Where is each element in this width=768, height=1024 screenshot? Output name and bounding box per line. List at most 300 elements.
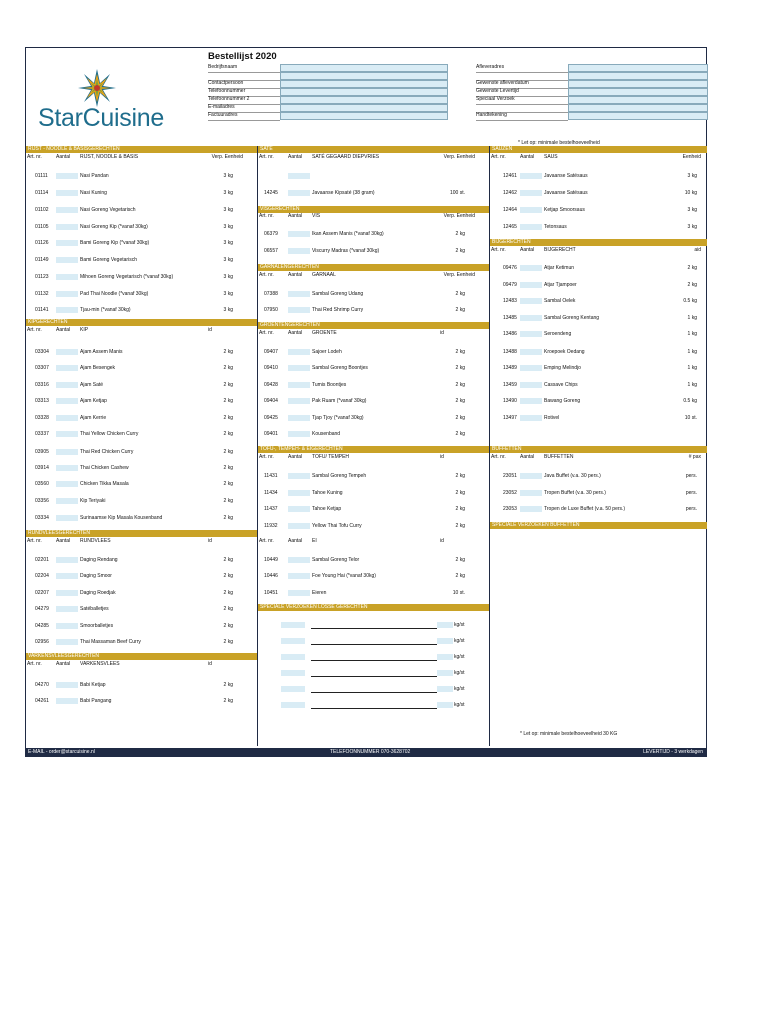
item-unit: 3 kg: [223, 257, 233, 263]
item-row: [26, 273, 257, 281]
form-row: [208, 104, 708, 112]
item-name: Thai Red Chicken Curry: [80, 449, 134, 455]
item-unit: 2 kg: [455, 307, 465, 313]
item-row: [26, 572, 257, 580]
header-unit: id: [440, 330, 444, 336]
item-name: Tumis Boontjes: [312, 382, 347, 388]
form-input[interactable]: [280, 80, 448, 88]
quantity-input[interactable]: [56, 207, 78, 213]
request-quantity[interactable]: [281, 702, 305, 708]
quantity-input[interactable]: [56, 481, 78, 487]
item-row: [258, 414, 489, 422]
section-title-groente: GROENTENGERECHTEN: [258, 322, 489, 329]
header-aantal: Aantal: [520, 454, 535, 460]
item-row: [26, 206, 257, 214]
item-row: [490, 297, 707, 305]
quantity-input[interactable]: [288, 590, 310, 596]
form-row: [208, 88, 708, 96]
item-code: 02207: [35, 590, 49, 596]
item-code: 03914: [35, 465, 49, 471]
header-unit: id: [440, 454, 444, 460]
item-row: [490, 397, 707, 405]
form-input[interactable]: [280, 88, 448, 96]
item-row: [26, 681, 257, 689]
item-code: 04261: [35, 698, 49, 704]
footer-email[interactable]: E-MAIL - order@starcuisine.nl: [28, 749, 95, 755]
quantity-input[interactable]: [288, 365, 310, 371]
footer-levertijd: LEVERTIJD - 3 werkdagen: [643, 749, 703, 755]
item-unit: 3 kg: [687, 173, 697, 179]
quantity-input[interactable]: [288, 307, 310, 313]
quantity-input[interactable]: [56, 606, 78, 612]
quantity-input[interactable]: [56, 274, 78, 280]
quantity-input[interactable]: [56, 257, 78, 263]
request-amount[interactable]: [437, 702, 453, 708]
header-artnr: Art. nr.: [27, 154, 42, 160]
request-quantity[interactable]: [281, 670, 305, 676]
column-header-varken: [26, 661, 257, 668]
item-name: Pad Thai Noodle (*vanaf 30kg): [80, 291, 149, 297]
item-name: Sambal Goreng Kentang: [544, 315, 600, 321]
item-unit: 2 kg: [223, 431, 233, 437]
column-header-ei: [258, 538, 489, 545]
item-code: 12464: [503, 207, 517, 213]
section-title-specbuffet: SPECIALE VERZOEKEN BUFFETTEN: [490, 522, 707, 529]
item-code: 13488: [503, 349, 517, 355]
header-category: BIJGERECHT: [544, 247, 576, 253]
item-code: 06379: [264, 231, 278, 237]
item-row: [490, 381, 707, 389]
header-aantal: Aantal: [288, 454, 303, 460]
item-code: 09410: [264, 365, 278, 371]
header-artnr: Art. nr.: [491, 247, 506, 253]
item-row: [26, 290, 257, 298]
header-artnr: Art. nr.: [259, 454, 274, 460]
column-header-saus: [490, 154, 707, 161]
item-code: 13459: [503, 382, 517, 388]
request-amount[interactable]: [437, 686, 453, 692]
item-code: 11431: [264, 473, 278, 479]
item-name: Yellow Thai Tofu Curry: [312, 523, 362, 529]
header-category: SATÉ GEGAARD DIEPVRIES: [312, 154, 380, 160]
item-unit: 2 kg: [455, 248, 465, 254]
quantity-input[interactable]: [288, 248, 310, 254]
form-input[interactable]: [280, 112, 448, 120]
section-title-los: SPECIALE VERZOEKEN LOSSE GERECHTEN: [258, 604, 489, 611]
header-artnr: Art. nr.: [27, 538, 42, 544]
column-header-buffet: [490, 454, 707, 461]
item-row: [26, 348, 257, 356]
item-unit: 2 kg: [455, 382, 465, 388]
item-name: Javaanse Kipsaté (38 gram): [312, 190, 375, 196]
quantity-input[interactable]: [288, 523, 310, 529]
quantity-input[interactable]: [56, 291, 78, 297]
quantity-input[interactable]: [56, 698, 78, 704]
item-unit: 1 kg: [687, 315, 697, 321]
form-input[interactable]: [568, 72, 708, 80]
quantity-input[interactable]: [288, 557, 310, 563]
item-name: Ikan Assem Manis (*vanaf 30kg): [312, 231, 384, 237]
request-amount[interactable]: [437, 622, 453, 628]
quantity-input[interactable]: [288, 349, 310, 355]
item-name: Bawang Goreng: [544, 398, 581, 404]
item-name: Thai Chicken Cashew: [80, 465, 129, 471]
form-row: [208, 64, 708, 72]
item-name: Foe Young Hai (*vanaf 30kg): [312, 573, 376, 579]
section-title-saus: SAUZEN: [490, 146, 707, 153]
quantity-input[interactable]: [520, 473, 542, 479]
header-artnr: Art. nr.: [27, 327, 42, 333]
header-artnr: Art. nr.: [259, 330, 274, 336]
section-title-sate: SATÉ: [258, 146, 489, 153]
form-input[interactable]: [280, 64, 448, 72]
request-unit: kg/st: [454, 670, 465, 676]
item-name: Seroendeng: [544, 331, 572, 337]
header-unit: id: [208, 327, 212, 333]
quantity-input[interactable]: [520, 382, 542, 388]
header-aantal: Aantal: [288, 538, 303, 544]
item-name: Satéballetjes: [80, 606, 109, 612]
footer: [26, 748, 706, 757]
form-input[interactable]: [568, 64, 708, 72]
item-code: 04279: [35, 606, 49, 612]
item-name: Sambal Goreng Telor: [312, 557, 360, 563]
form-input[interactable]: [568, 112, 708, 120]
item-row: [258, 247, 489, 255]
quantity-input[interactable]: [520, 282, 542, 288]
quantity-input[interactable]: [520, 224, 542, 230]
item-row: [26, 189, 257, 197]
quantity-input[interactable]: [288, 415, 310, 421]
item-code: 12461: [503, 173, 517, 179]
quantity-input[interactable]: [56, 465, 78, 471]
item-unit: 1 kg: [687, 382, 697, 388]
column-header-bij: [490, 247, 707, 254]
item-name: Bami Goreng Kip (*vanaf 30kg): [80, 240, 150, 246]
item-unit: 0.5 kg: [683, 298, 697, 304]
item-row: [490, 364, 707, 372]
item-code: 01126: [35, 240, 49, 246]
header-unit: aid: [694, 247, 701, 253]
item-unit: 2 kg: [455, 349, 465, 355]
quantity-input[interactable]: [56, 557, 78, 563]
item-code: 07950: [264, 307, 278, 313]
column-header-vis: [258, 213, 489, 220]
quantity-input[interactable]: [56, 173, 78, 179]
item-name: Sambal Goreng Udang: [312, 291, 364, 297]
item-name: Tropen de Luxe Buffet (v.a. 50 pers.): [544, 506, 626, 512]
header-category: VIS: [312, 213, 321, 219]
item-name: Babi Pangang: [80, 698, 112, 704]
request-line[interactable]: [311, 660, 437, 661]
item-name: Tropen Buffet (v.a. 30 pers.): [544, 490, 606, 496]
quantity-input[interactable]: [520, 349, 542, 355]
item-row: [490, 414, 707, 422]
item-row: [490, 505, 707, 513]
request-line[interactable]: [311, 692, 437, 693]
request-line[interactable]: [311, 708, 437, 709]
item-unit: 2 kg: [455, 557, 465, 563]
item-row: [258, 397, 489, 405]
quantity-input[interactable]: [56, 682, 78, 688]
item-code: 03337: [35, 431, 49, 437]
quantity-input[interactable]: [56, 431, 78, 437]
quantity-input[interactable]: [520, 265, 542, 271]
item-code: 09476: [503, 265, 517, 271]
request-quantity[interactable]: [281, 622, 305, 628]
item-unit: 2 kg: [687, 282, 697, 288]
item-name: Ajam Assem Manis: [80, 349, 123, 355]
item-unit: 2 kg: [455, 523, 465, 529]
quantity-input[interactable]: [288, 506, 310, 512]
item-unit: 0.5 kg: [683, 398, 697, 404]
item-name: Sambal Goreng Tempeh: [312, 473, 367, 479]
quantity-input[interactable]: [520, 506, 542, 512]
item-name: Bami Goreng Vegetarisch: [80, 257, 137, 263]
item-code: 04285: [35, 623, 49, 629]
item-row: [490, 189, 707, 197]
item-row: [490, 348, 707, 356]
quantity-input[interactable]: [56, 639, 78, 645]
quantity-input[interactable]: [56, 382, 78, 388]
item-row: [26, 414, 257, 422]
item-code: 14245: [264, 190, 278, 196]
item-name: Tahoe Ketjap: [312, 506, 342, 512]
item-code: 09479: [503, 282, 517, 288]
item-unit: 3 kg: [223, 307, 233, 313]
item-row: [258, 230, 489, 238]
quantity-input[interactable]: [520, 365, 542, 371]
header-unit: Verp. Eenheid: [443, 154, 475, 160]
item-row: [258, 189, 489, 197]
request-quantity[interactable]: [281, 686, 305, 692]
item-row: [26, 223, 257, 231]
request-unit: kg/st: [454, 686, 465, 692]
header-unit: Eenheid: [682, 154, 701, 160]
quantity-input[interactable]: [288, 398, 310, 404]
brand-name: StarCuisine: [38, 104, 164, 132]
quantity-input[interactable]: [520, 398, 542, 404]
item-unit: 2 kg: [455, 490, 465, 496]
quantity-input[interactable]: [288, 190, 310, 196]
quantity-input[interactable]: [56, 498, 78, 504]
item-name: Viscurry Madras (*vanaf 30kg): [312, 248, 380, 254]
quantity-input[interactable]: [520, 207, 542, 213]
quantity-input[interactable]: [288, 173, 310, 179]
form-input[interactable]: [280, 104, 448, 112]
form-input[interactable]: [280, 72, 448, 80]
quantity-input[interactable]: [520, 490, 542, 496]
item-name: Sambal Goreng Boontjes: [312, 365, 368, 371]
quantity-input[interactable]: [520, 415, 542, 421]
header-aantal: Aantal: [288, 272, 303, 278]
item-unit: 3 kg: [223, 291, 233, 297]
item-row: [490, 206, 707, 214]
item-name: Javaanse Satésaus: [544, 173, 588, 179]
quantity-input[interactable]: [520, 315, 542, 321]
item-unit: 2 kg: [687, 265, 697, 271]
request-quantity[interactable]: [281, 638, 305, 644]
header-artnr: Art. nr.: [259, 154, 274, 160]
item-code: 12483: [503, 298, 517, 304]
item-unit: 2 kg: [455, 365, 465, 371]
item-row: [490, 264, 707, 272]
item-unit: 2 kg: [223, 590, 233, 596]
header-artnr: Art. nr.: [259, 213, 274, 219]
item-name: Tjap Tjoy (*vanaf 30kg): [312, 415, 364, 421]
quantity-input[interactable]: [520, 173, 542, 179]
order-sheet: [25, 47, 707, 757]
item-unit: 2 kg: [455, 473, 465, 479]
item-name: Rotivel: [544, 415, 560, 421]
quantity-input[interactable]: [288, 473, 310, 479]
quantity-input[interactable]: [288, 573, 310, 579]
item-unit: 3 kg: [687, 207, 697, 213]
request-quantity[interactable]: [281, 654, 305, 660]
item-unit: 100 st.: [449, 190, 465, 196]
item-row: [258, 522, 489, 530]
request-unit: kg/st: [454, 654, 465, 660]
request-amount[interactable]: [437, 654, 453, 660]
item-code: 23053: [503, 506, 517, 512]
item-code: 03905: [35, 449, 49, 455]
item-code: 23052: [503, 490, 517, 496]
quantity-input[interactable]: [520, 331, 542, 337]
item-code: 09404: [264, 398, 278, 404]
item-unit: 10 st.: [452, 590, 465, 596]
header-category: KIP: [80, 327, 89, 333]
form-row: [208, 96, 708, 104]
item-row: [26, 497, 257, 505]
quantity-input[interactable]: [520, 298, 542, 304]
item-code: 03334: [35, 515, 49, 521]
form-label: Contactpersoon: [208, 80, 280, 89]
item-unit: 2 kg: [455, 506, 465, 512]
form-input[interactable]: [280, 96, 448, 104]
item-unit: 2 kg: [223, 498, 233, 504]
item-unit: 2 kg: [223, 639, 233, 645]
section-title-garnaal: GARNALENGERECHTEN: [258, 264, 489, 271]
item-code: 12465: [503, 224, 517, 230]
header-unit: # pax: [688, 454, 701, 460]
column-header-kip: [26, 327, 257, 334]
quantity-input[interactable]: [56, 415, 78, 421]
item-unit: 2 kg: [455, 431, 465, 437]
item-code: 02201: [35, 557, 49, 563]
item-row: [26, 638, 257, 646]
special-request-row: [281, 685, 481, 693]
quantity-input[interactable]: [56, 365, 78, 371]
item-unit: 3 kg: [687, 224, 697, 230]
item-row: [26, 381, 257, 389]
quantity-input[interactable]: [56, 573, 78, 579]
column-header-rijst: [26, 154, 257, 161]
quantity-input[interactable]: [288, 490, 310, 496]
quantity-input[interactable]: [56, 349, 78, 355]
item-row: [490, 172, 707, 180]
item-name: Sajoer Lodeh: [312, 349, 342, 355]
quantity-input[interactable]: [288, 382, 310, 388]
column-header-sate: [258, 154, 489, 161]
item-code: 10449: [264, 557, 278, 563]
quantity-input[interactable]: [56, 224, 78, 230]
header-category: BUFFETTEN: [544, 454, 574, 460]
item-code: 01114: [35, 190, 49, 196]
quantity-input[interactable]: [288, 231, 310, 237]
quantity-input[interactable]: [56, 240, 78, 246]
quantity-input[interactable]: [56, 515, 78, 521]
item-row: [258, 172, 489, 180]
item-unit: 2 kg: [455, 573, 465, 579]
item-row: [26, 622, 257, 630]
item-unit: 1 kg: [687, 365, 697, 371]
item-name: Atjar Tjampoer: [544, 282, 577, 288]
item-row: [258, 572, 489, 580]
notice-bottom: * Let op: minimale bestelhoeveelheid 30 KG: [520, 731, 618, 737]
form-input[interactable]: [568, 104, 708, 112]
quantity-input[interactable]: [56, 449, 78, 455]
request-line[interactable]: [311, 628, 437, 629]
item-unit: 2 kg: [455, 398, 465, 404]
header-aantal: Aantal: [56, 661, 71, 667]
request-amount[interactable]: [437, 670, 453, 676]
request-line[interactable]: [311, 676, 437, 677]
special-request-row: [281, 621, 481, 629]
item-unit: 2 kg: [223, 465, 233, 471]
quantity-input[interactable]: [520, 190, 542, 196]
quantity-input[interactable]: [56, 398, 78, 404]
form-input[interactable]: [568, 80, 708, 88]
header-unit: Verp. Eenheid: [443, 213, 475, 219]
item-row: [258, 589, 489, 597]
item-row: [490, 489, 707, 497]
section-title-bij: BIJGERECHTEN: [490, 239, 707, 246]
item-code: 03313: [35, 398, 49, 404]
item-code: 12462: [503, 190, 517, 196]
item-name: Kip Teriyaki: [80, 498, 106, 504]
item-unit: 10 st.: [684, 415, 697, 421]
item-code: 13497: [503, 415, 517, 421]
form-input[interactable]: [568, 96, 708, 104]
item-code: 10451: [264, 590, 278, 596]
request-line[interactable]: [311, 644, 437, 645]
item-unit: 2 kg: [223, 623, 233, 629]
quantity-input[interactable]: [288, 431, 310, 437]
item-row: [490, 223, 707, 231]
column-header-groente: [258, 330, 489, 337]
item-code: 06557: [264, 248, 278, 254]
quantity-input[interactable]: [56, 623, 78, 629]
item-code: 09425: [264, 415, 278, 421]
form-row: [208, 80, 708, 88]
form-input[interactable]: [568, 88, 708, 96]
quantity-input[interactable]: [56, 307, 78, 313]
item-row: [26, 480, 257, 488]
header-category: VARKENSVLEES: [80, 661, 120, 667]
quantity-input[interactable]: [288, 291, 310, 297]
item-unit: 3 kg: [223, 173, 233, 179]
quantity-input[interactable]: [56, 590, 78, 596]
request-amount[interactable]: [437, 638, 453, 644]
header-category: GROENTE: [312, 330, 337, 336]
special-request-row: [281, 669, 481, 677]
item-unit: 2 kg: [223, 606, 233, 612]
item-code: 01105: [35, 224, 49, 230]
quantity-input[interactable]: [56, 190, 78, 196]
item-code: 11434: [264, 490, 278, 496]
item-row: [26, 514, 257, 522]
item-unit: 2 kg: [223, 481, 233, 487]
